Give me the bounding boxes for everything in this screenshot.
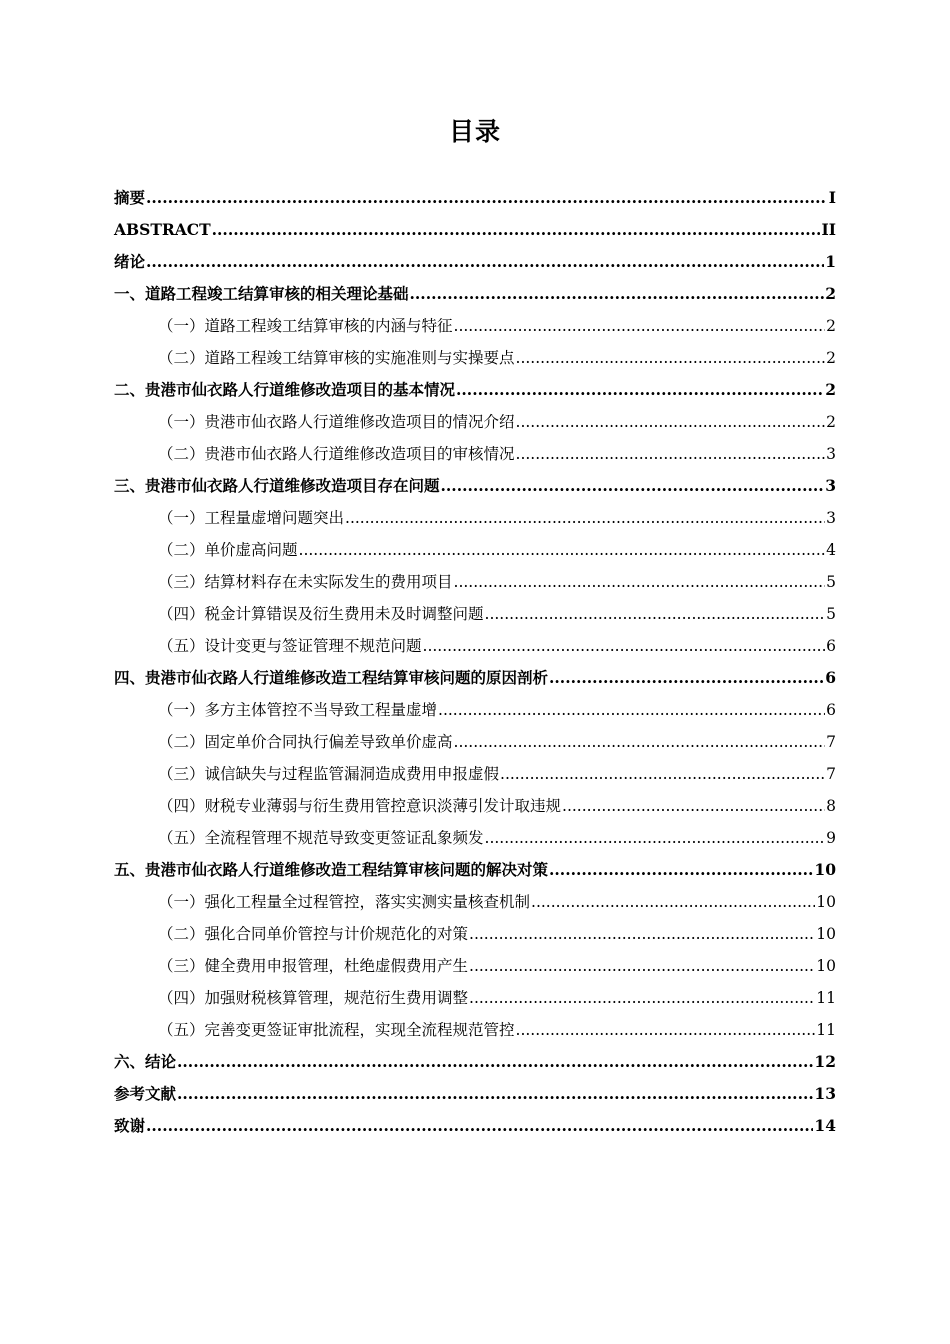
toc-entry-page-number: 4 — [826, 541, 836, 559]
toc-entry-page-number: 6 — [825, 668, 836, 687]
dot-leader — [500, 758, 825, 790]
toc-entry-text: （一）多方主体管控不当导致工程量虚增 — [158, 701, 438, 719]
toc-entry-text: 致谢 — [114, 1116, 146, 1135]
toc-entry[interactable] — [114, 982, 836, 1014]
toc-entry[interactable] — [114, 342, 836, 374]
toc-entry-text: ABSTRACT — [114, 220, 211, 239]
toc-entry-page-number: 7 — [826, 733, 836, 751]
dot-leader — [469, 950, 815, 982]
toc-entry[interactable] — [114, 310, 836, 342]
toc-entry-text: （二）固定单价合同执行偏差导致单价虚高 — [158, 733, 453, 751]
toc-entry-page-number: 10 — [814, 860, 836, 879]
toc-entry-text: 六、结论 — [114, 1052, 177, 1071]
toc-entry[interactable] — [114, 758, 836, 790]
toc-entry-page-number: 3 — [825, 476, 836, 495]
toc-entry-text: （三）健全费用申报管理，杜绝虚假费用产生 — [158, 957, 469, 975]
dot-leader — [146, 246, 824, 278]
dot-leader — [454, 310, 826, 342]
toc-entry-page-number: 3 — [826, 445, 836, 463]
toc-entry[interactable] — [114, 246, 836, 278]
toc-entry[interactable] — [114, 1046, 836, 1078]
dot-leader — [177, 1046, 813, 1078]
dot-leader — [454, 566, 826, 598]
toc-entry-page-number: 1 — [825, 252, 836, 271]
toc-entry-page-number: 6 — [826, 701, 836, 719]
toc-entry[interactable] — [114, 694, 836, 726]
dot-leader — [485, 598, 826, 630]
toc-entry-page-number: 2 — [826, 413, 836, 431]
toc-entry-page-number: 7 — [826, 765, 836, 783]
toc-entry-page-number: 2 — [826, 317, 836, 335]
toc-entry[interactable] — [114, 630, 836, 662]
toc-entry-text: 五、贵港市仙衣路人行道维修改造工程结算审核问题的解决对策 — [114, 860, 549, 879]
toc-entry-page-number: 2 — [826, 349, 836, 367]
toc-entry-page-number: II — [821, 220, 836, 239]
toc-entry[interactable] — [114, 726, 836, 758]
toc-entry[interactable] — [114, 470, 836, 502]
dot-leader — [549, 662, 824, 694]
toc-entry-text: 四、贵港市仙衣路人行道维修改造工程结算审核问题的原因剖析 — [114, 668, 549, 687]
toc-entry-text: 绪论 — [114, 252, 146, 271]
toc-entry[interactable] — [114, 502, 836, 534]
toc-entry-page-number: 13 — [814, 1084, 836, 1103]
dot-leader — [456, 374, 824, 406]
toc-entry[interactable] — [114, 182, 836, 214]
toc-entry-text: （二）强化合同单价管控与计价规范化的对策 — [158, 925, 469, 943]
toc-entry-page-number: 5 — [826, 605, 836, 623]
toc-entry-text: （一）道路工程竣工结算审核的内涵与特征 — [158, 317, 453, 335]
table-of-contents — [114, 182, 836, 1142]
dot-leader — [516, 342, 826, 374]
dot-leader — [410, 278, 825, 310]
dot-leader — [146, 1110, 813, 1142]
toc-entry-text: 三、贵港市仙衣路人行道维修改造项目存在问题 — [114, 476, 440, 495]
dot-leader — [469, 918, 815, 950]
toc-entry[interactable] — [114, 886, 836, 918]
toc-entry-text: 参考文献 — [114, 1084, 177, 1103]
toc-entry-text: 二、贵港市仙衣路人行道维修改造项目的基本情况 — [114, 380, 456, 399]
toc-entry-page-number: 6 — [826, 637, 836, 655]
toc-entry[interactable] — [114, 950, 836, 982]
dot-leader — [212, 214, 821, 246]
toc-entry[interactable] — [114, 1078, 836, 1110]
toc-entry-text: 一、道路工程竣工结算审核的相关理论基础 — [114, 284, 409, 303]
toc-entry-text: （三）结算材料存在未实际发生的费用项目 — [158, 573, 453, 591]
dot-leader — [345, 502, 825, 534]
toc-entry[interactable] — [114, 790, 836, 822]
toc-entry[interactable] — [114, 1110, 836, 1142]
toc-entry-page-number: 2 — [825, 284, 836, 303]
toc-entry-text: （一）贵港市仙衣路人行道维修改造项目的情况介绍 — [158, 413, 515, 431]
dot-leader — [299, 534, 826, 566]
toc-entry[interactable] — [114, 374, 836, 406]
toc-title: 目录 — [448, 117, 501, 146]
dot-leader — [516, 406, 826, 438]
toc-entry[interactable] — [114, 662, 836, 694]
dot-leader — [516, 1014, 816, 1046]
toc-entry-text: （四）税金计算错误及衍生费用未及时调整问题 — [158, 605, 484, 623]
toc-entry-text: （一）工程量虚增问题突出 — [158, 509, 345, 527]
toc-entry-text: （二）单价虚高问题 — [158, 541, 298, 559]
toc-entry-text: （二）道路工程竣工结算审核的实施准则与实操要点 — [158, 349, 515, 367]
toc-entry-page-number: 10 — [816, 893, 836, 911]
dot-leader — [146, 182, 827, 214]
toc-entry[interactable] — [114, 854, 836, 886]
dot-leader — [562, 790, 825, 822]
toc-entry-page-number: 12 — [814, 1052, 836, 1071]
toc-entry-text: （四）财税专业薄弱与衍生费用管控意识淡薄引发计取违规 — [158, 797, 562, 815]
toc-entry-text: （五）完善变更签证审批流程，实现全流程规范管控 — [158, 1021, 515, 1039]
toc-entry-page-number: 14 — [814, 1116, 836, 1135]
toc-entry-page-number: 9 — [826, 829, 836, 847]
dot-leader — [469, 982, 815, 1014]
toc-entry-page-number: 11 — [816, 989, 836, 1007]
toc-entry-page-number: 11 — [816, 1021, 836, 1039]
toc-entry-page-number: 2 — [825, 380, 836, 399]
dot-leader — [516, 438, 826, 470]
toc-entry[interactable] — [114, 918, 836, 950]
dot-leader — [549, 854, 813, 886]
dot-leader — [177, 1078, 813, 1110]
dot-leader — [485, 822, 826, 854]
toc-entry[interactable] — [114, 534, 836, 566]
toc-entry-page-number: 5 — [826, 573, 836, 591]
toc-entry[interactable] — [114, 598, 836, 630]
toc-entry[interactable] — [114, 566, 836, 598]
toc-entry-text: （一）强化工程量全过程管控，落实实测实量核查机制 — [158, 893, 531, 911]
dot-leader — [423, 630, 826, 662]
dot-leader — [531, 886, 815, 918]
toc-entry[interactable] — [114, 822, 836, 854]
toc-entry[interactable] — [114, 438, 836, 470]
toc-entry-text: 摘要 — [114, 188, 146, 207]
dot-leader — [454, 726, 826, 758]
toc-entry-text: （五）全流程管理不规范导致变更签证乱象频发 — [158, 829, 484, 847]
toc-entry-page-number: 10 — [816, 957, 836, 975]
toc-entry[interactable] — [114, 214, 836, 246]
toc-entry[interactable] — [114, 278, 836, 310]
toc-entry-text: （四）加强财税核算管理，规范衍生费用调整 — [158, 989, 469, 1007]
toc-entry-text: （三）诚信缺失与过程监管漏洞造成费用申报虚假 — [158, 765, 500, 783]
toc-entry-text: （二）贵港市仙衣路人行道维修改造项目的审核情况 — [158, 445, 515, 463]
toc-entry-page-number: 3 — [826, 509, 836, 527]
toc-entry[interactable] — [114, 1014, 836, 1046]
toc-entry-page-number: 10 — [816, 925, 836, 943]
dot-leader — [438, 694, 825, 726]
toc-entry-text: （五）设计变更与签证管理不规范问题 — [158, 637, 422, 655]
dot-leader — [441, 470, 825, 502]
toc-entry-page-number: I — [828, 188, 836, 207]
toc-entry-page-number: 8 — [826, 797, 836, 815]
toc-entry[interactable] — [114, 406, 836, 438]
